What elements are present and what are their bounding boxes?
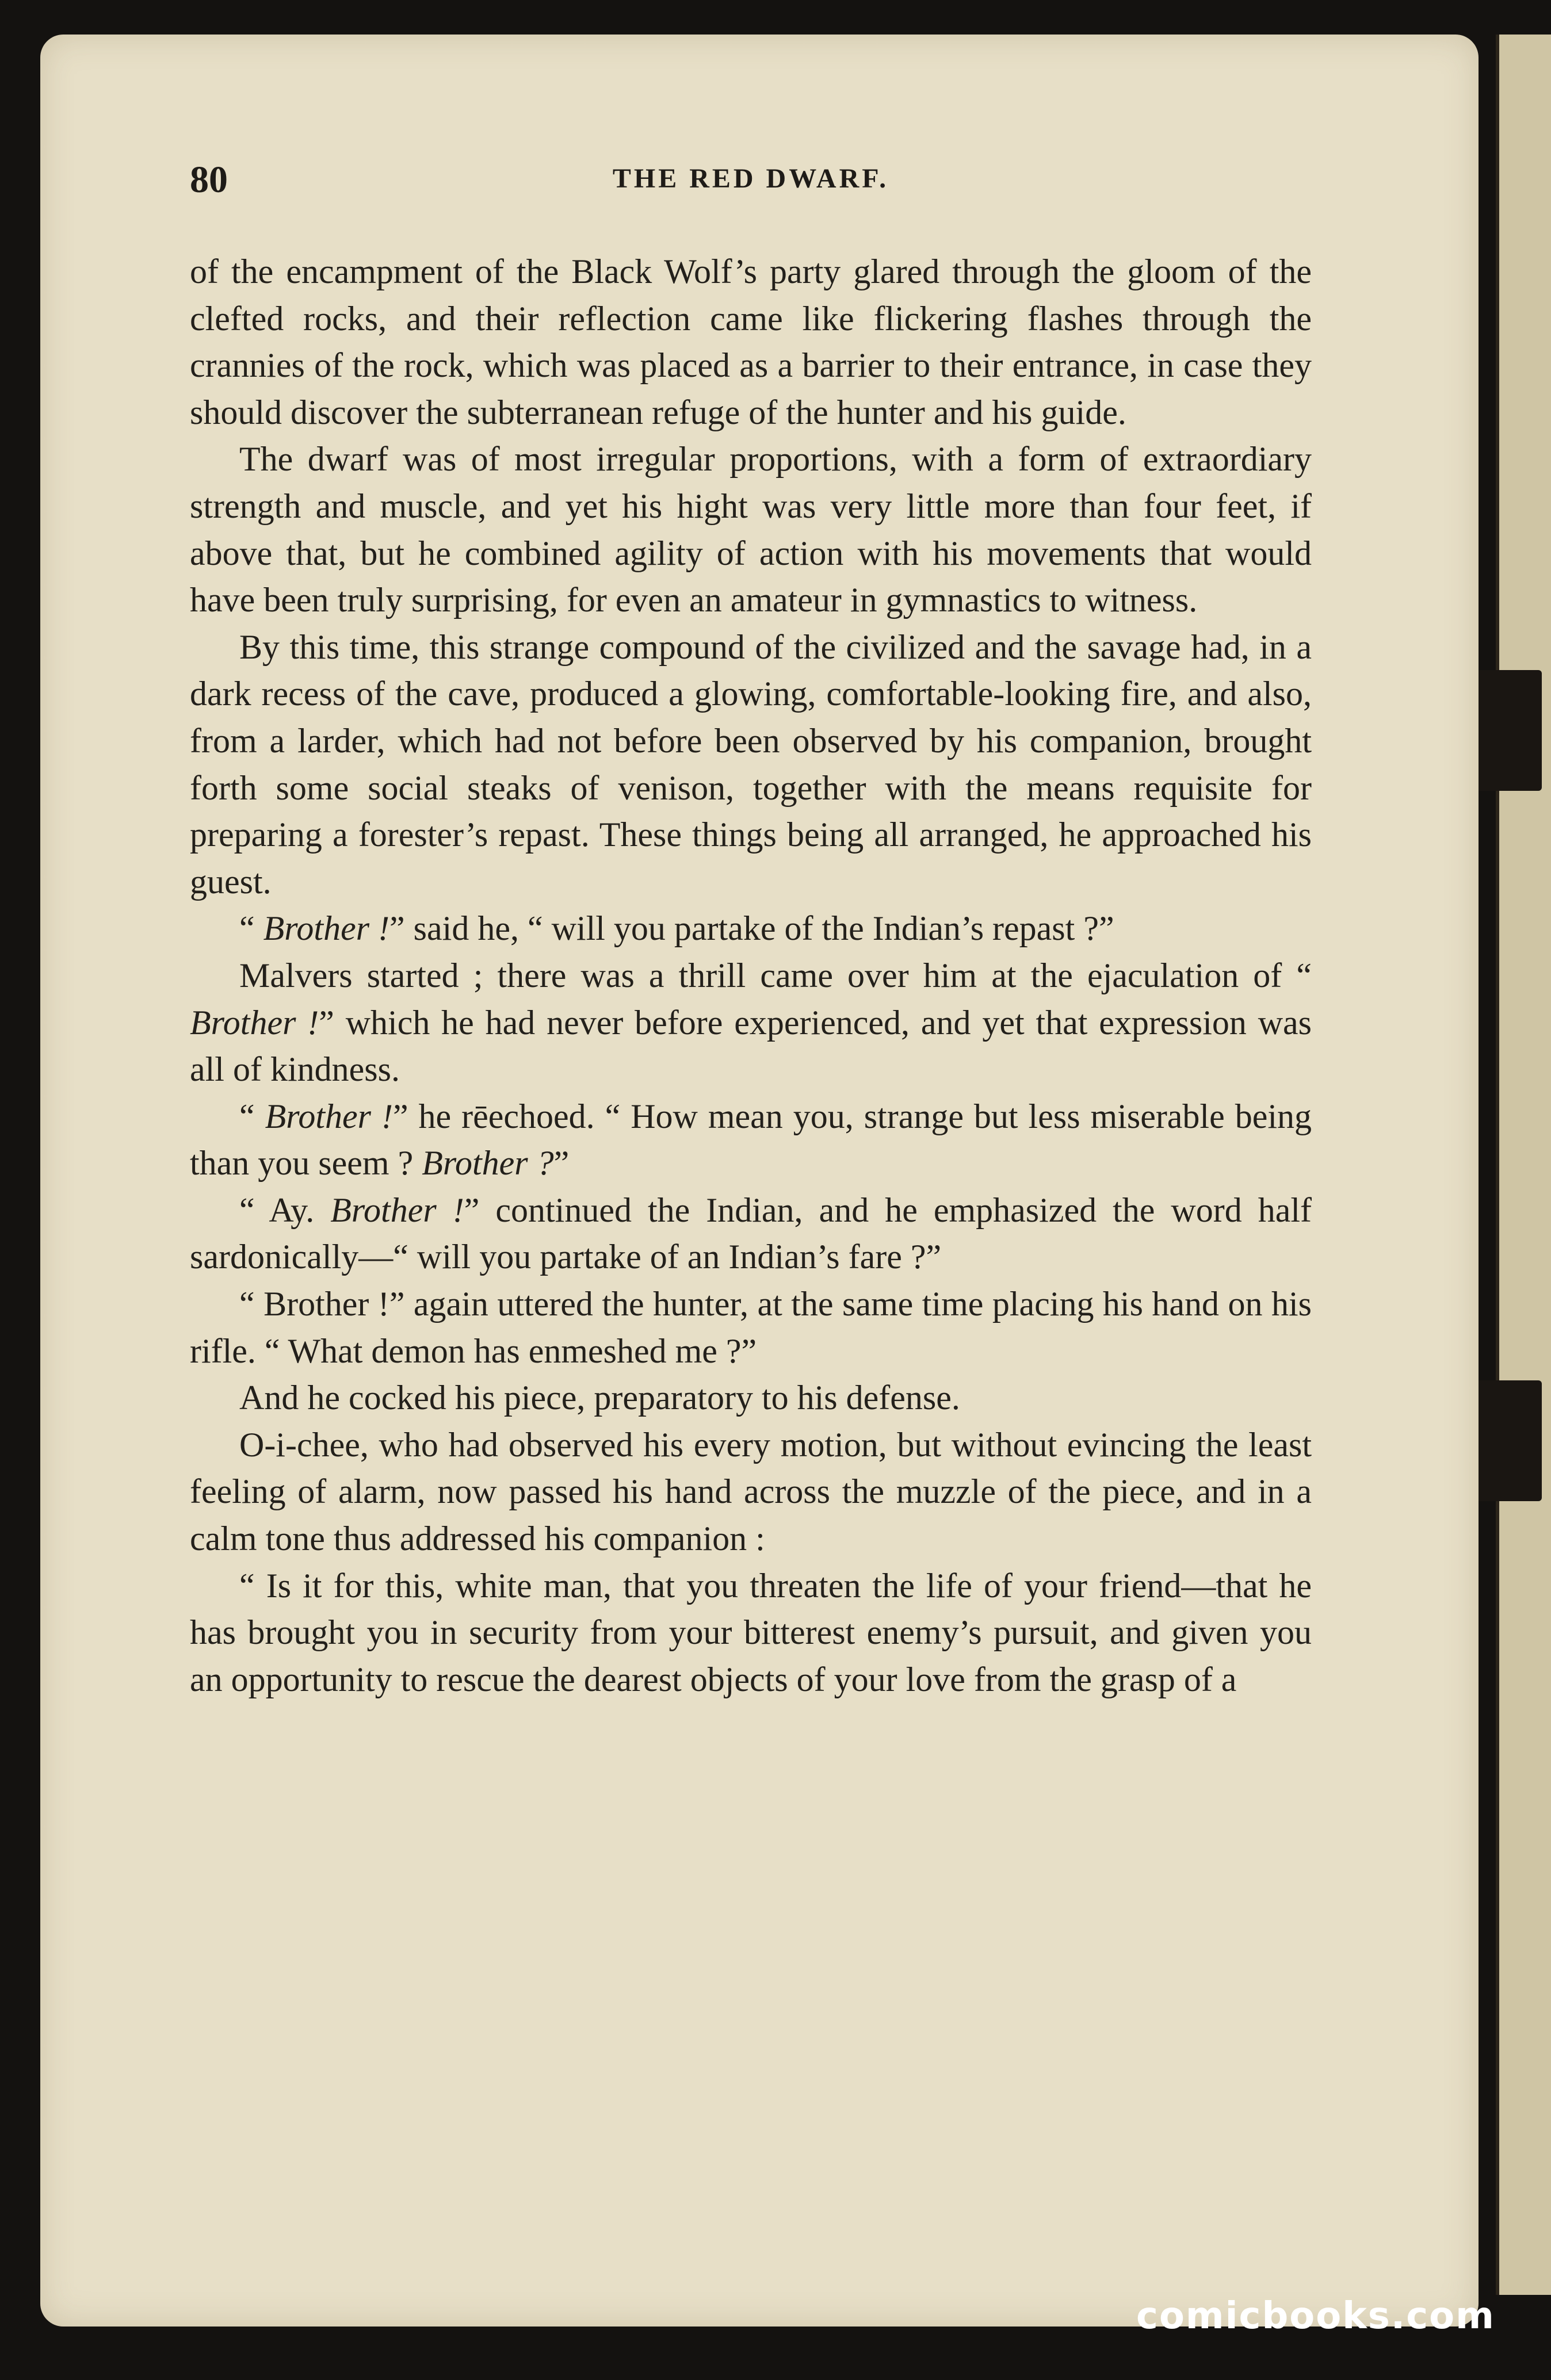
text-run: ” continued the Indian, and he emphasized the word half sardonically—“ will you partake of an Indian’s fare ?” (190, 1191, 1312, 1276)
text-run: “ Is it for this, white man, that you threaten the life of your friend—that he has brought you in security from your bitterest enemy’s pursuit, and given you an opportunity to rescue the dearest objects of your love from the grasp of a (190, 1566, 1312, 1698)
paragraph (190, 1093, 1312, 1187)
italic-text: Brother ! (263, 909, 390, 948)
text-run: “ Ay. (239, 1191, 331, 1229)
italic-text: Brother ! (330, 1191, 464, 1229)
text-run: Malvers started ; there was a thrill came over him at the ejaculation of “ (239, 956, 1312, 994)
paragraph (190, 624, 1312, 906)
italic-text: Brother ! (265, 1097, 393, 1135)
text-run: “ (239, 909, 263, 948)
text-run: ” (553, 1144, 570, 1183)
paragraph (190, 905, 1312, 952)
paragraph (190, 1281, 1312, 1375)
text-run: By this time, this strange compound of the civilized and the savage had, in a dark recess of the cave, produced a glowing, comfortable-looking fire, and also, from a larder, which had not before been observed by his companion, brought forth some social steaks of venison, together with the means requisite for preparing a forester’s repast. These things being all arranged, he approached his guest. (190, 627, 1312, 901)
running-head: THE RED DWARF. (612, 163, 889, 194)
italic-text: Brother ! (190, 1003, 319, 1042)
page-header (190, 158, 1312, 210)
paragraph (190, 1375, 1312, 1422)
text-run: “ (239, 1097, 265, 1135)
page-number: 80 (190, 159, 228, 201)
site-watermark: comicbooks.com (1136, 2295, 1495, 2337)
paragraph (190, 952, 1312, 1093)
body-text (190, 248, 1312, 1703)
text-run: And he cocked his piece, preparatory to his defense. (239, 1379, 960, 1417)
paragraph (190, 1563, 1312, 1704)
facing-page-edge (1496, 35, 1551, 2295)
text-run: “ Brother !” again uttered the hunter, at the same time placing his hand on his rifle. “ What demon has enmeshed me ?” (190, 1285, 1312, 1370)
text-run: of the encampment of the Black Wolf’s party glared through the gloom of the clefted rocks, and their reflection came like flickering flashes through the crannies of the rock, which was placed as a barrier to their entrance, in case they should discover the subterranean refuge of the hunter and his guide. (190, 252, 1312, 431)
paragraph (190, 436, 1312, 623)
italic-text: Brother ? (422, 1144, 554, 1183)
text-run: ” said he, “ will you partake of the Indian’s repast ?” (389, 909, 1114, 948)
paragraph (190, 1187, 1312, 1281)
text-run: The dwarf was of most irregular proportions, with a form of extraordiary strength and muscle, and yet his hight was very little more than four feet, if above that, but he combined agility of action with his movements that would have been truly surprising, for even an amateur in gymnastics to witness. (190, 440, 1312, 619)
paragraph (190, 1422, 1312, 1563)
text-run: ” he rēechoed. “ How mean you, strange but less miserable being than you seem ? (190, 1097, 1312, 1183)
paragraph (190, 248, 1312, 436)
text-run: O-i-chee, who had observed his every motion, but without evincing the least feeling of alarm, now passed his hand across the muzzle of the piece, and in a calm tone thus addressed his companion : (190, 1425, 1312, 1558)
text-run: ” which he had never before experienced, and yet that expression was all of kindness. (190, 1003, 1312, 1089)
